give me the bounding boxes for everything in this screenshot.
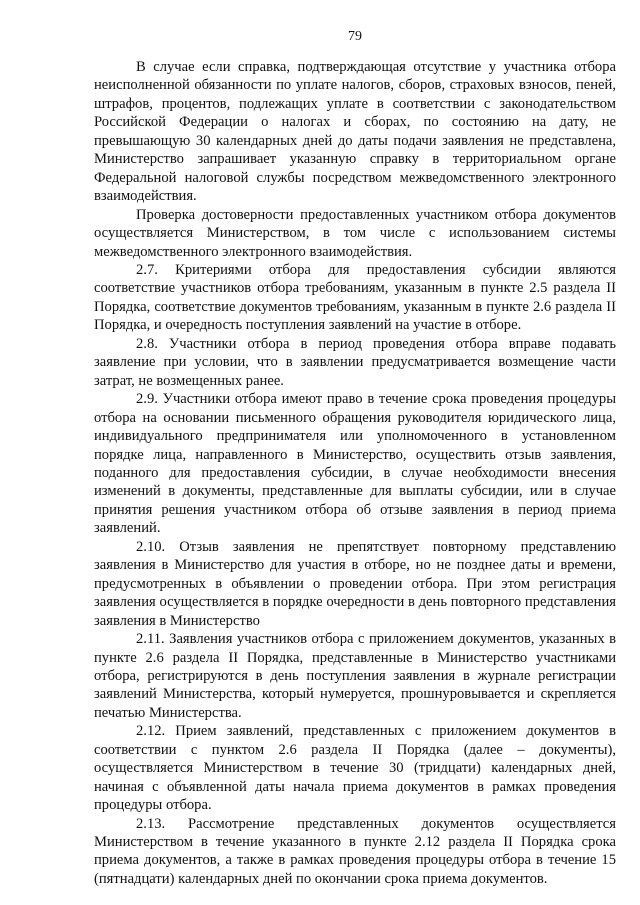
paragraph-2-12: 2.12. Прием заявлений, представленных с приложением документов в соответствии с пунктом 2.6 раздела II Порядка (далее – документы), осуществляется Министерством в течение 30 (тридцати) календарных дней, начиная с объявленной даты начала приема документов в рамках проведения процедуры отбора.: [94, 723, 616, 814]
document-page: [94, 28, 616, 888]
paragraph-2-11: 2.11. Заявления участников отбора с приложением документов, указанных в пункте 2.6 раздела II Порядка, представленные в Министерство участниками отбора, регистрируются в день поступления заявления в журнале регистрации заявлений Министерства, который нумеруется, прошнуровывается и скрепляется печатью Министерства.: [94, 631, 616, 721]
paragraph-2-9: 2.9. Участники отбора имеют право в течение срока проведения процедуры отбора на основании письменного обращения руководителя юридического лица, индивидуального предпринимателя или уполномоченного в установленном порядке лица, направленного в Министерство, осуществить отзыв заявления, поданного для предоставления субсидии, в случае необходимости внесения изменений в документы, представленные для выплаты субсидии, или в случае принятия решения участником отбора об отзыве заявления в период приема заявлений.: [94, 391, 616, 537]
paragraph-2-10: 2.10. Отзыв заявления не препятствует повторному представлению заявления в Министерство для участия в отборе, но не позднее даты и времени, предусмотренных в объявлении о проведении отбора. При этом регистрация заявления осуществляется в порядке очередности в день повторного представления заявления в Министерство: [94, 538, 616, 629]
paragraph-2-8: 2.8. Участники отбора в период проведения отбора вправе подавать заявление при условии, что в заявлении предусматривается возмещение части затрат, не возмещенных ранее.: [94, 335, 616, 389]
paragraph-document-verification: Проверка достоверности предоставленных участником отбора документов осуществляется Министерством, в том числе с использованием системы межведомственного электронного взаимодействия.: [94, 206, 616, 260]
page-number: 79: [348, 29, 362, 44]
paragraph-tax-certificate: В случае если справка, подтверждающая отсутствие у участника отбора неисполненной обязанности по уплате налогов, сборов, страховых взносов, пеней, штрафов, процентов, подлежащих уплате в соответствии с законодательством Российской Федерации о налогах и сборах, по состоянию на дату, не превышающую 30 календарных дней до даты подачи заявления не представлена, Министерство запрашивает указанную справку в территориальном органе Федеральной налоговой службы посредством межведомственного электронного взаимодействия.: [94, 59, 616, 205]
paragraph-2-7: 2.7. Критериями отбора для предоставления субсидии являются соответствие участников отбора требованиям, указанным в пункте 2.5 раздела II Порядка, соответствие документов требованиям, указанным в пункте 2.6 раздела II Порядка, и очередность поступления заявлений на участие в отборе.: [94, 261, 616, 334]
paragraph-2-13: 2.13. Рассмотрение представленных документов осуществляется Министерством в течение указанного в пункте 2.12 раздела II Порядка срока приема документов, а также в рамках проведения процедуры отбора в течение 15 (пятнадцати) календарных дней по окончании срока приема документов.: [94, 815, 616, 887]
